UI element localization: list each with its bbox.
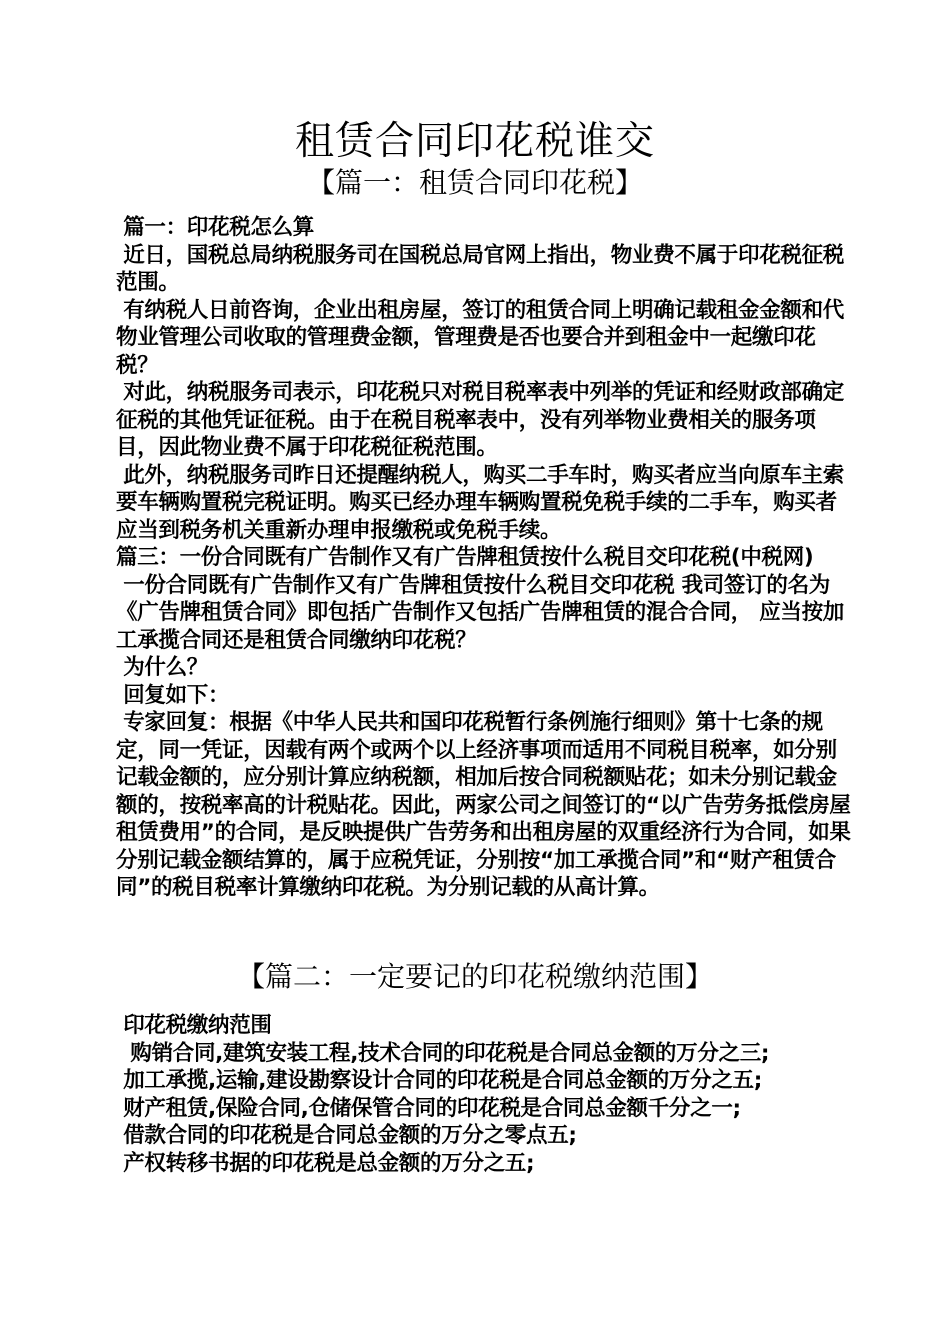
paragraph: 此外，纳税服务司昨日还提醒纳税人，购买二手车时，购买者应当向原车主索要车辆购置税完税证明。购买已经办理车辆购置税免税手续的二手车，购买者应当到税务机关重新办理申报缴税或免税手续。 <box>116 462 844 543</box>
paragraph: 回复如下： <box>116 682 230 708</box>
paragraph: 篇三：一份合同既有广告制作又有广告牌租赁按什么税目交印花税(中税网) <box>116 545 814 570</box>
section-heading-two: 【篇二：一定要记的印花税缴纳范围】 <box>236 960 713 993</box>
document-title: 租赁合同印花税谁交 <box>294 119 655 164</box>
paragraph: 购销合同,建筑安装工程,技术合同的印花税是合同总金额的万分之三; <box>116 1040 770 1066</box>
paragraph: 对此，纳税服务司表示，印花税只对税目税率表中列举的凭证和经财政部确定征税的其他凭证征税。由于在税目税率表中，没有列举物业费相关的服务项目，因此物业费不属于印花税征税范围。 <box>116 380 844 460</box>
section-two-body <box>116 1012 852 1177</box>
paragraph: 产权转移书据的印花税是总金额的万分之五; <box>116 1150 535 1176</box>
paragraph: 借款合同的印花税是合同总金额的万分之零点五; <box>116 1123 577 1148</box>
paragraph: 为什么？ <box>116 655 208 680</box>
section-one-body <box>116 214 852 902</box>
paragraph: 一份合同既有广告制作又有广告牌租赁按什么税目交印花税 我司签订的名为《广告牌租赁合同》即包括广告制作又包括广告牌租赁的混合合同， 应当按加工承揽合同还是租赁合同缴纳印花税？ <box>116 572 844 653</box>
paragraph: 加工承揽,运输,建设勘察设计合同的印花税是合同总金额的万分之五; <box>116 1068 763 1093</box>
paragraph: 篇一：印花税怎么算 <box>116 215 314 240</box>
paragraph: 近日，国税总局纳税服务司在国税总局官网上指出，物业费不属于印花税征税范围。 <box>116 242 844 295</box>
paragraph: 专家回复：根据《中华人民共和国印花税暂行条例施行细则》第十七条的规定，同一凭证，因载有两个或两个以上经济事项而适用不同税目税率，如分别记载金额的，应分别计算应纳税额，相加后按合同税额贴花；如未分别记载金额的，按税率高的计税贴花。因此，两家公司之间签订的“以广告劳务抵偿房屋租赁费用”的合同，是反映提供广告劳务和出租房屋的双重经济行为合同，如果分别记载金额结算的，属于应税凭证，分别按“加工承揽合同”和“财产租赁合同”的税目税率计算缴纳印花税。为分别记载的从高计算。 <box>116 710 851 900</box>
section-heading-one: 【篇一：租赁合同印花税】 <box>306 166 643 199</box>
paragraph: 印花税缴纳范围 <box>116 1013 272 1038</box>
paragraph: 财产租赁,保险合同,仓储保管合同的印花税是合同总金额千分之一; <box>116 1095 741 1121</box>
paragraph: 有纳税人日前咨询，企业出租房屋，签订的租赁合同上明确记载租金金额和代物业管理公司收取的管理费金额，管理费是否也要合并到租金中一起缴印花税？ <box>116 297 844 378</box>
